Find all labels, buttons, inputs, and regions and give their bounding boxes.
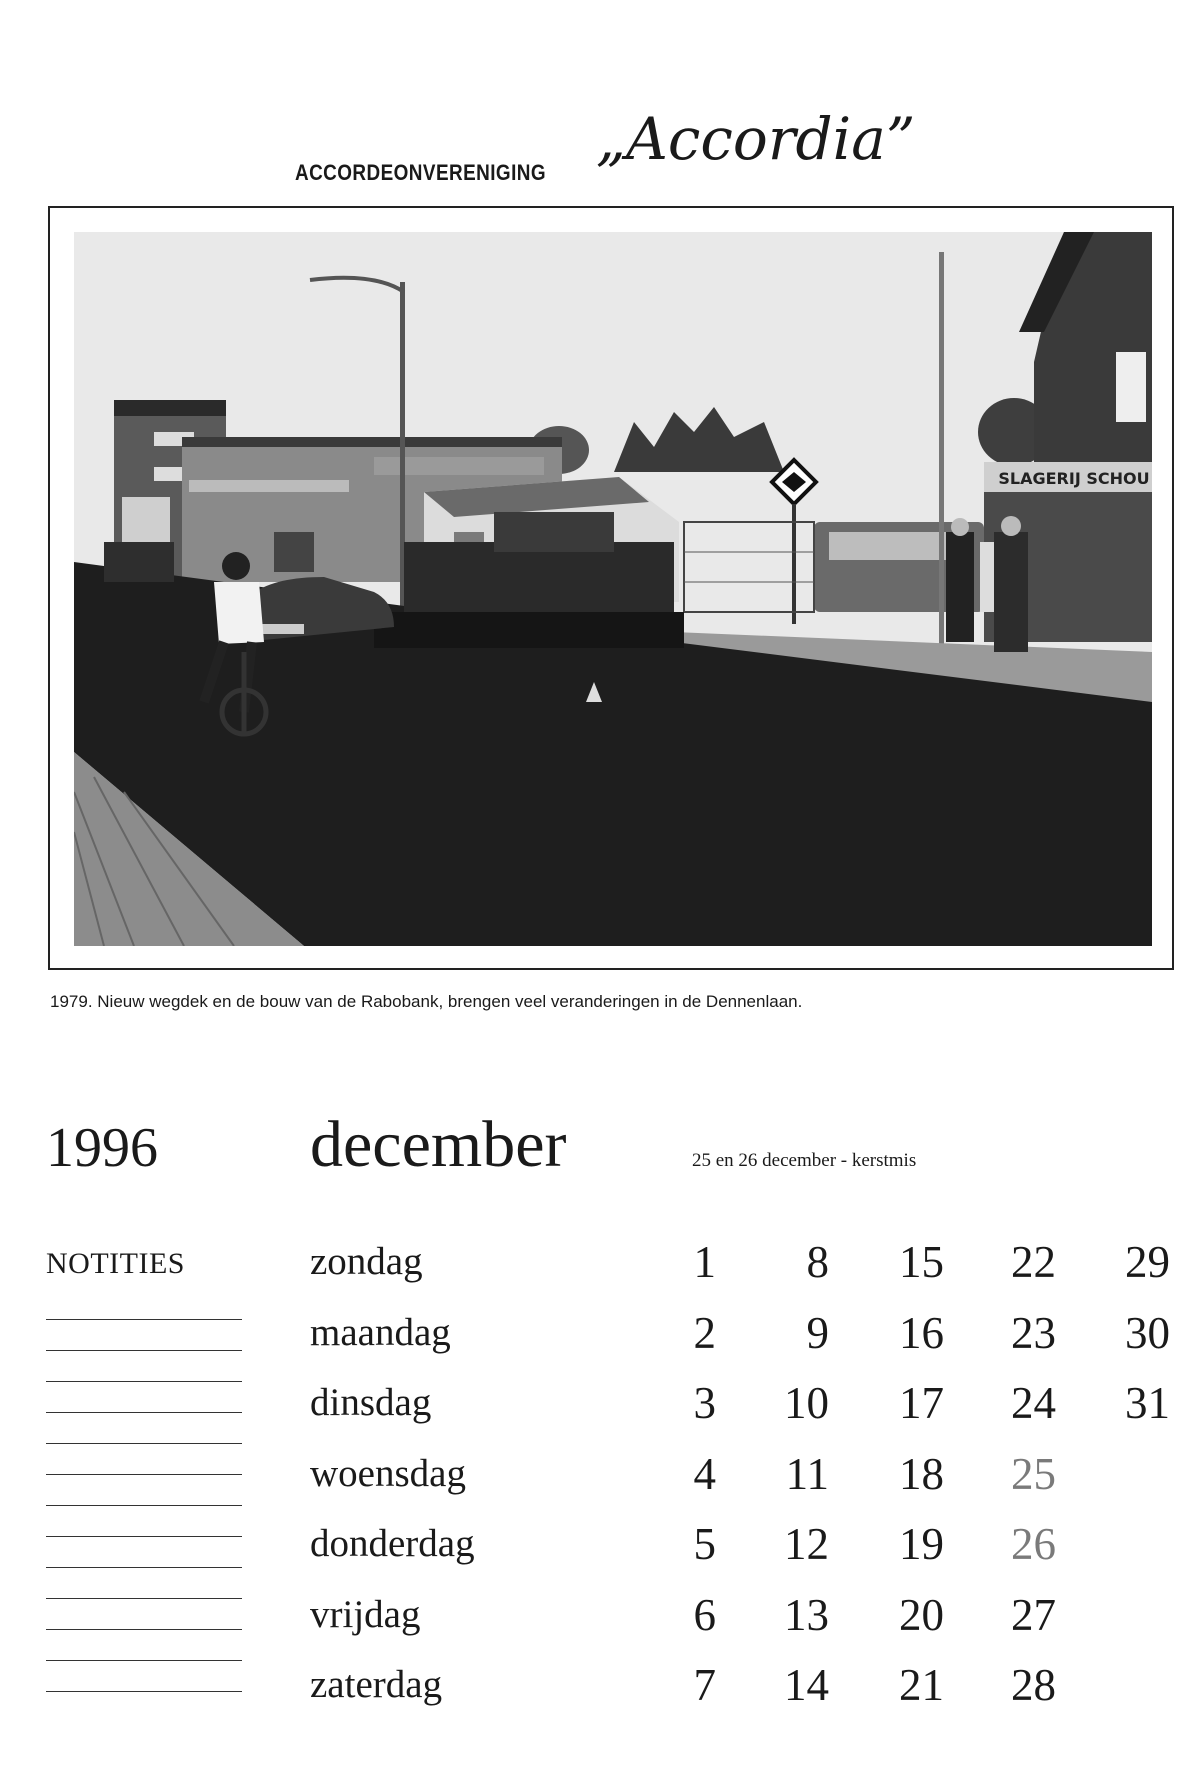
date-cell: 20: [899, 1589, 944, 1640]
date-cell: 7: [693, 1660, 716, 1710]
note-line: [46, 1412, 242, 1413]
date-cell: 26: [1011, 1519, 1056, 1569]
note-line: [46, 1691, 242, 1692]
notes-title: NOTITIES: [46, 1247, 185, 1280]
day-name-zaterdag: zaterdag: [310, 1663, 443, 1706]
date-cell: 15: [899, 1237, 944, 1287]
calendar-year: 1996: [46, 1117, 158, 1179]
date-cell: 10: [784, 1378, 829, 1428]
date-cell: 8: [806, 1237, 829, 1287]
day-name-donderdag: donderdag: [310, 1522, 475, 1565]
day-name-zondag: zondag: [310, 1240, 423, 1283]
date-cell: 14: [784, 1660, 829, 1710]
note-line: [46, 1505, 242, 1506]
note-line: [46, 1443, 242, 1444]
date-cell: 18: [899, 1448, 944, 1499]
date-cell: 16: [899, 1307, 944, 1358]
date-cell: 23: [1011, 1307, 1056, 1358]
date-cell: 5: [693, 1519, 716, 1569]
note-line: [46, 1474, 242, 1475]
date-cell: 21: [899, 1660, 944, 1710]
day-name-vrijdag: vrijdag: [310, 1592, 421, 1636]
date-cell: 2: [693, 1307, 716, 1358]
date-cell: 24: [1011, 1378, 1056, 1428]
date-cell: 31: [1125, 1378, 1170, 1428]
date-cell: 6: [693, 1589, 716, 1640]
date-cell: 4: [693, 1448, 716, 1499]
note-line: [46, 1598, 242, 1599]
day-name-dinsdag: dinsdag: [310, 1381, 432, 1424]
note-line: [46, 1660, 242, 1661]
date-cell: 29: [1125, 1237, 1170, 1287]
page-header: [0, 105, 1200, 195]
date-cell: 25: [1011, 1448, 1056, 1499]
date-cell: 28: [1011, 1660, 1056, 1710]
historic-street-photo: [74, 232, 1152, 946]
note-line: [46, 1381, 242, 1382]
photo-frame: [48, 206, 1174, 970]
date-cell: 30: [1125, 1307, 1170, 1358]
day-name-maandag: maandag: [310, 1310, 451, 1354]
note-line: [46, 1319, 242, 1320]
date-cell: 13: [784, 1589, 829, 1640]
date-cell: 22: [1011, 1237, 1056, 1287]
holiday-note: 25 en 26 december - kerstmis: [692, 1150, 917, 1171]
brand-logo-text: „Accordia”: [596, 105, 916, 173]
note-line: [46, 1629, 242, 1630]
photo-caption: 1979. Nieuw wegdek en de bouw van de Rabobank, brengen veel veranderingen in de Dennenlaan.: [50, 992, 803, 1011]
note-line: [46, 1567, 242, 1568]
date-cell: 3: [693, 1378, 716, 1428]
organization-name: ACCORDEONVERENIGING: [295, 160, 546, 185]
date-cell: 9: [806, 1307, 829, 1358]
date-cell: 19: [899, 1519, 944, 1569]
date-cell: 27: [1011, 1589, 1056, 1640]
note-line: [46, 1350, 242, 1351]
day-name-woensdag: woensdag: [310, 1451, 466, 1495]
calendar-month: december: [310, 1108, 567, 1181]
date-cell: 12: [784, 1519, 829, 1569]
shop-sign: SLAGERIJ SCHOU: [998, 469, 1150, 488]
date-cell: 1: [693, 1237, 716, 1287]
date-cell: 17: [899, 1378, 944, 1428]
date-cell: 11: [785, 1448, 829, 1499]
note-line: [46, 1536, 242, 1537]
